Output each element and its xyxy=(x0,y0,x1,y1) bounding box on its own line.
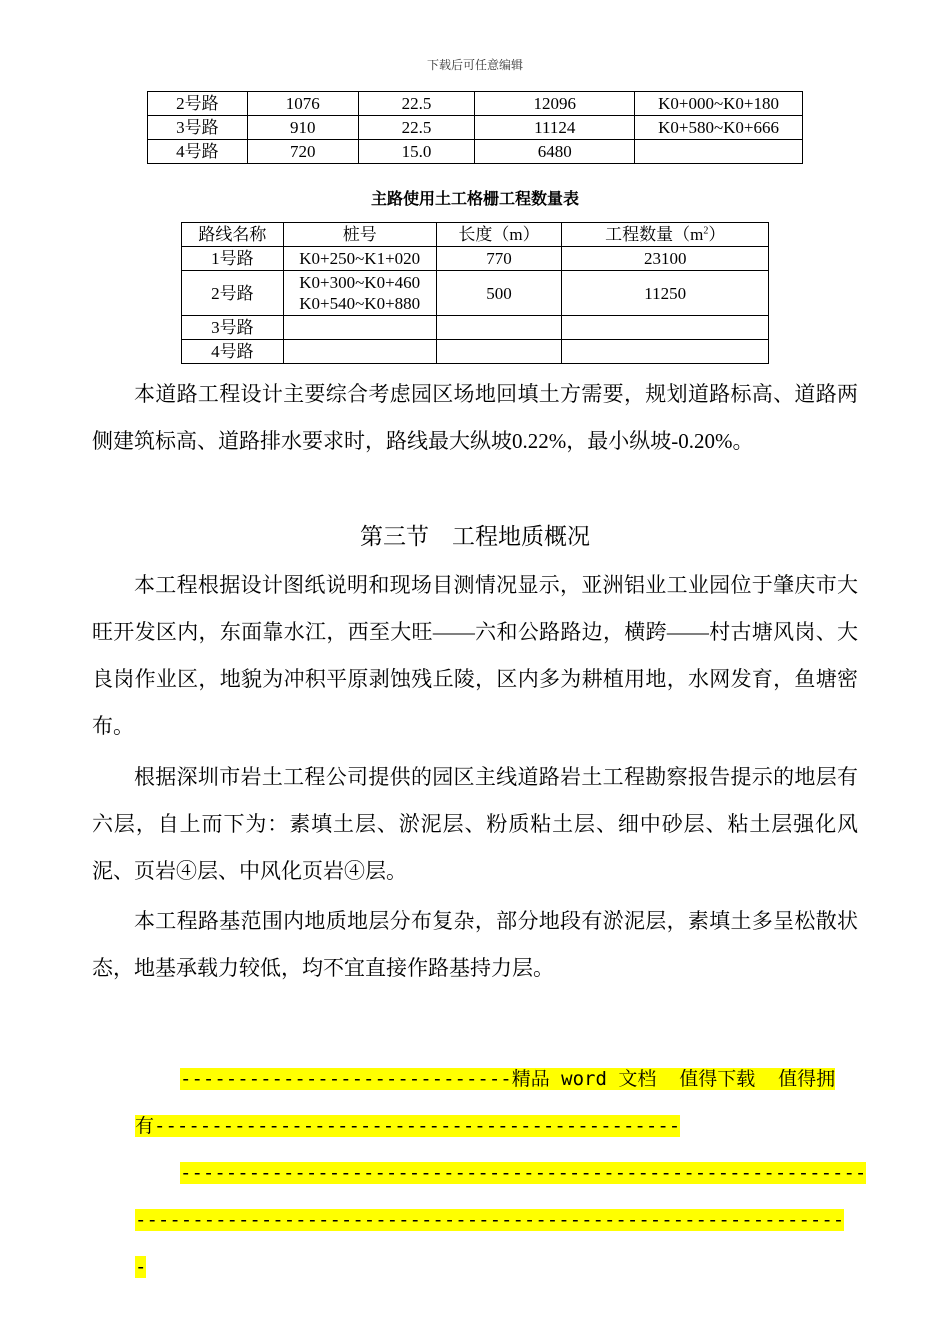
table-cell: K0+000~K0+180 xyxy=(635,92,803,116)
table-cell xyxy=(283,271,436,316)
table-cell: 12096 xyxy=(475,92,635,116)
stake-range: K0+300~K0+460 xyxy=(299,273,421,292)
column-header: 桩号 xyxy=(283,223,436,247)
page-header: 下载后可任意编辑 xyxy=(426,58,523,72)
header-text: 工程数量（m xyxy=(605,224,704,244)
table-cell: K0+250~K1+020 xyxy=(283,247,436,271)
table-row xyxy=(148,140,803,164)
stake-range: K0+540~K0+880 xyxy=(299,294,421,313)
table-cell: 23100 xyxy=(562,247,769,271)
paragraph-design: 本道路工程设计主要综合考虑园区场地回填土方需要，规划道路标高、道路两侧建筑标高、道路排水要求时，路线最大纵坡0.22%，最小纵坡-0.20%。 xyxy=(92,382,858,453)
header-text: ） xyxy=(708,224,726,244)
paragraph-geology-overview: 本工程根据设计图纸说明和现场目测情况显示，亚洲铝业工业园位于肇庆市大旺开发区内，东面靠水江，西至大旺——六和公路路边，横跨——村古塘风岗、大良岗作业区，地貌为冲积平原剥蚀残丘陵，区内多为耕植用地，水网发育，鱼塘密布。 xyxy=(92,573,858,738)
table-cell xyxy=(562,316,769,340)
table-cell xyxy=(436,340,562,364)
footer-dash-line: - xyxy=(135,1256,147,1278)
table-row xyxy=(148,116,803,140)
table-cell: 6480 xyxy=(475,140,635,164)
superscript: 2 xyxy=(703,224,709,236)
table-cell: 1号路 xyxy=(182,247,284,271)
table-cell: 11124 xyxy=(475,116,635,140)
section-title: 第三节 工程地质概况 xyxy=(360,524,590,550)
table-cell xyxy=(635,140,803,164)
table-header-row xyxy=(182,223,769,247)
road-quantity-table xyxy=(147,91,803,164)
table-cell xyxy=(283,316,436,340)
column-header: 长度（m） xyxy=(436,223,562,247)
geogrid-quantity-table xyxy=(181,222,769,364)
footer-banner-line: -----------------------------精品 word 文档 值得下载 值得拥 xyxy=(180,1068,836,1090)
table-cell xyxy=(562,340,769,364)
table-row xyxy=(148,92,803,116)
table-cell: 4号路 xyxy=(182,340,284,364)
table-cell: 2号路 xyxy=(182,271,284,316)
table-cell: 11250 xyxy=(562,271,769,316)
footer-banner-line: 有---------------------------------------------- xyxy=(135,1115,681,1137)
table-cell: K0+580~K0+666 xyxy=(635,116,803,140)
table-cell: 4号路 xyxy=(148,140,248,164)
footer-dash-line: -------------------------------------------------------------- xyxy=(135,1209,845,1231)
table-cell: 22.5 xyxy=(358,92,475,116)
column-header: 路线名称 xyxy=(182,223,284,247)
table-row xyxy=(182,340,769,364)
table-row xyxy=(182,271,769,316)
table-row xyxy=(182,316,769,340)
table-cell xyxy=(436,316,562,340)
paragraph-subgrade: 本工程路基范围内地质地层分布复杂，部分地段有淤泥层，素填土多呈松散状态，地基承载力较低，均不宜直接作路基持力层。 xyxy=(92,909,858,980)
table-cell: 22.5 xyxy=(358,116,475,140)
table-cell: 770 xyxy=(436,247,562,271)
table-cell: 910 xyxy=(247,116,358,140)
table-cell: 2号路 xyxy=(148,92,248,116)
table-cell: 3号路 xyxy=(148,116,248,140)
table-cell: 1076 xyxy=(247,92,358,116)
table-row xyxy=(182,247,769,271)
table-cell xyxy=(283,340,436,364)
table-cell: 500 xyxy=(436,271,562,316)
table-cell: 15.0 xyxy=(358,140,475,164)
table-cell: 3号路 xyxy=(182,316,284,340)
table-title: 主路使用土工格栅工程数量表 xyxy=(370,189,579,208)
table-cell: 720 xyxy=(247,140,358,164)
footer-dash-line: ------------------------------------------------------------ xyxy=(180,1162,867,1184)
column-header xyxy=(562,223,769,247)
paragraph-strata: 根据深圳市岩土工程公司提供的园区主线道路岩土工程勘察报告提示的地层有六层，自上而下为：素填土层、淤泥层、粉质粘土层、细中砂层、粘土层强化风泥、页岩④层、中风化页岩④层。 xyxy=(92,765,858,883)
